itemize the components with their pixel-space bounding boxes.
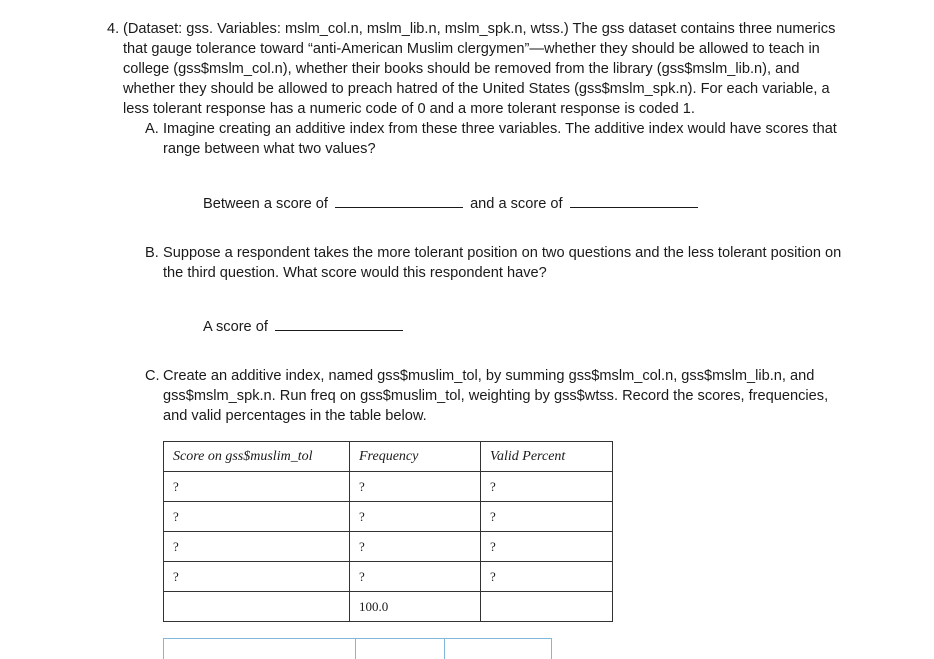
cell-score[interactable]: ? [164,472,350,502]
part-b-blank[interactable] [275,316,403,331]
part-b [145,243,850,283]
part-c-text: Create an additive index, named gss$muslim_tol, by summing gss$mslm_col.n, gss$mslm_lib.n, and gss$mslm_spk.n. Run freq on gss$muslim_tol, weighting by gss$wtss. Record the scores, frequencies, and valid percentages in the table below. [163,368,829,424]
table-header-row [164,442,613,472]
part-a-text: Imagine creating an additive index from these three variables. The additive index would have scores that range between what two values? [163,121,837,157]
header-frequency: Frequency [350,442,481,472]
part-b-text: Suppose a respondent takes the more tolerant position on two questions and the less tolerant position on the third question. What score would this respondent have? [163,245,842,281]
part-a [145,119,850,159]
part-a-label: A. [145,121,159,137]
table-total-row [164,592,613,622]
table-row [164,532,613,562]
cell-frequency-total: 100.0 [350,592,481,622]
question-number: 4. [107,21,120,37]
frequency-table [163,441,613,622]
cell-valid-percent[interactable]: ? [481,502,613,532]
cell-valid-percent[interactable]: ? [481,532,613,562]
cell-score [164,592,350,622]
part-b-answer-prefix: A score of [203,319,268,335]
part-a-blank-low[interactable] [335,193,463,208]
part-c-label: C. [145,368,160,384]
table-row [164,472,613,502]
question-4 [107,19,847,119]
cell-frequency[interactable]: ? [350,532,481,562]
cell-valid-percent[interactable]: ? [481,562,613,592]
cell-valid-percent[interactable]: ? [481,472,613,502]
cell-frequency[interactable]: ? [350,562,481,592]
table-row [164,562,613,592]
part-a-answer [203,193,701,214]
question-text: (Dataset: gss. Variables: mslm_col.n, mslm_lib.n, mslm_spk.n, wtss.) The gss dataset contains three numerics that gauge tolerance toward “anti-American Muslim clergymen”—whether they should be allowed to teach in college (gss$mslm_col.n), whether their books should be removed from the library (gss$mslm_lib.n), and whether they should be allowed to preach hatred of the United States (gss$mslm_spk.n). For each variable, a less tolerant response has a numeric code of 0 and a more tolerant response is coded 1. [123,21,836,117]
part-b-label: B. [145,245,159,261]
cell-score[interactable]: ? [164,502,350,532]
header-score: Score on gss$muslim_tol [164,442,350,472]
part-a-answer-prefix: Between a score of [203,196,328,212]
part-a-answer-middle: and a score of [470,196,563,212]
next-table-divider [355,639,356,659]
part-c [145,366,850,426]
cell-frequency[interactable]: ? [350,502,481,532]
next-table-divider [444,639,445,659]
part-b-answer [203,316,406,337]
cell-score[interactable]: ? [164,562,350,592]
table-row [164,502,613,532]
cell-valid-percent [481,592,613,622]
part-a-blank-high[interactable] [570,193,698,208]
cell-score[interactable]: ? [164,532,350,562]
header-valid-percent: Valid Percent [481,442,613,472]
cell-frequency[interactable]: ? [350,472,481,502]
